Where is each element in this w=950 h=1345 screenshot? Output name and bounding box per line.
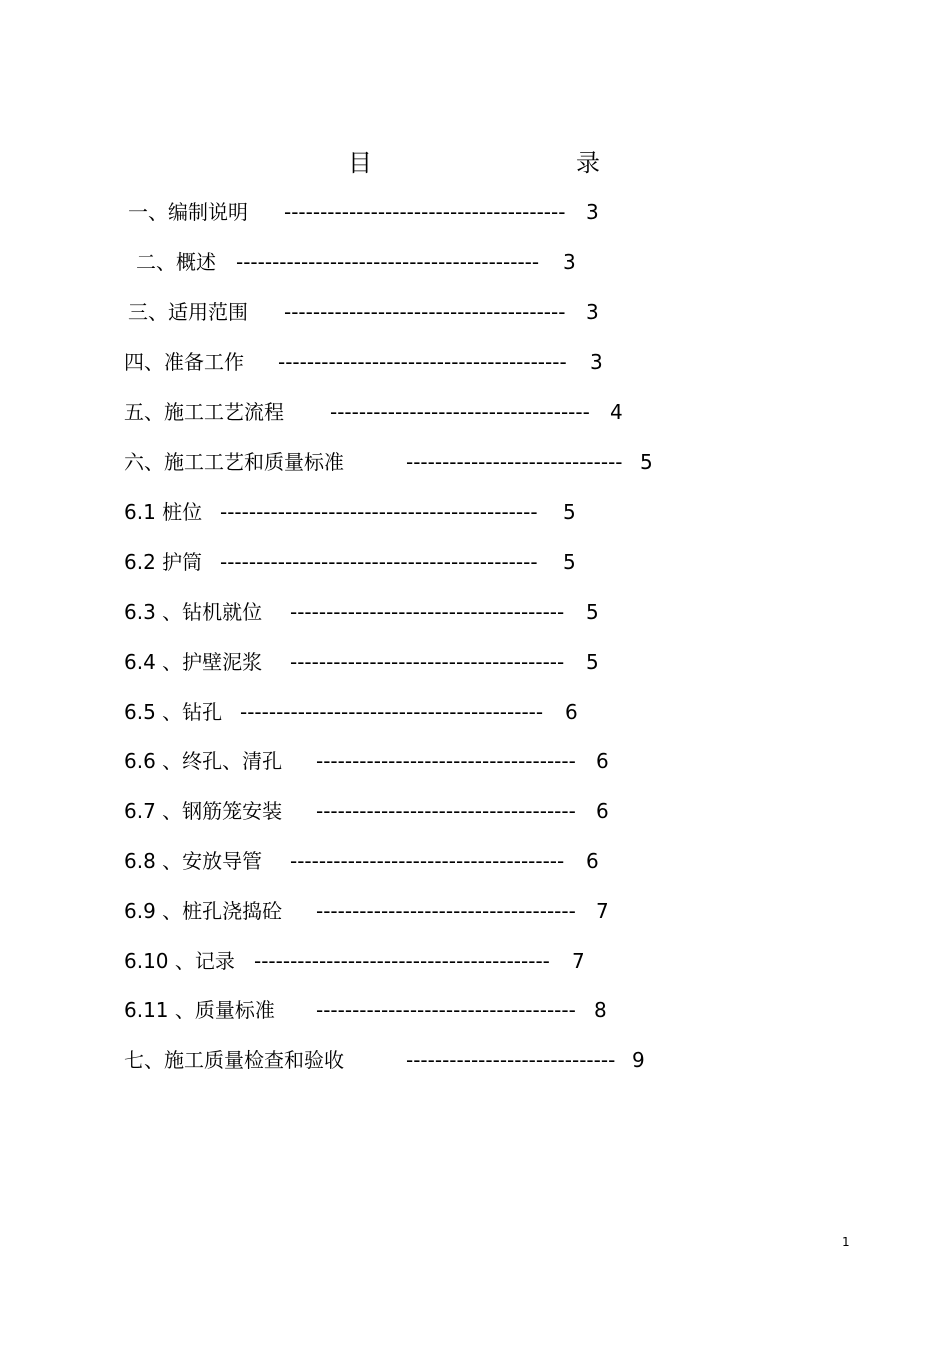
toc-entry-leader: --------------------------------------------	[220, 500, 538, 524]
toc-entry-leader: ---------------------------------------	[284, 300, 566, 324]
toc-entry-label: 二、概述	[136, 250, 216, 274]
toc-entry-page: 3	[590, 350, 603, 374]
toc-entry-leader: --------------------------------------	[290, 650, 565, 674]
toc-title-left: 目	[348, 149, 372, 177]
toc-entry-page: 3	[586, 200, 599, 224]
toc-entry-leader: --------------------------------------	[290, 600, 565, 624]
toc-entry-leader: ------------------------------	[406, 450, 623, 474]
toc-entry-leader: -----------------------------------------	[254, 949, 550, 973]
toc-entry-leader: ------------------------------------	[316, 899, 576, 923]
toc-title-right: 录	[576, 149, 600, 177]
toc-entry-page: 3	[563, 250, 576, 274]
toc-entry-leader: ------------------------------------	[316, 749, 576, 773]
toc-entry-page: 6	[565, 700, 578, 724]
toc-entry-page: 5	[586, 650, 599, 674]
toc-entry-label: 6.5 、钻孔	[124, 700, 223, 724]
toc-entry-page: 6	[586, 849, 599, 873]
toc-entry-label: 6.11 、质量标准	[124, 998, 275, 1022]
toc-entry-page: 5	[563, 550, 576, 574]
toc-entry-label: 6.1 桩位	[124, 500, 203, 524]
toc-entry-label: 六、施工工艺和质量标准	[124, 450, 344, 474]
toc-entry-leader: ------------------------------------	[330, 400, 590, 424]
toc-entry-page: 5	[640, 450, 653, 474]
toc-entry-leader: ------------------------------------------	[240, 700, 544, 724]
toc-entry-page: 4	[610, 400, 623, 424]
toc-entry-page: 5	[586, 600, 599, 624]
toc-entry-page: 7	[572, 949, 585, 973]
toc-entry-label: 一、编制说明	[128, 200, 248, 224]
toc-entry-leader: -----------------------------	[406, 1048, 616, 1072]
toc-entry-page: 6	[596, 749, 609, 773]
toc-title	[0, 146, 950, 180]
toc-entry-label: 三、适用范围	[128, 300, 248, 324]
toc-entry-label: 6.9 、桩孔浇捣砼	[124, 899, 283, 923]
toc-entry-label: 6.10 、记录	[124, 949, 235, 973]
toc-entry-label: 6.4 、护壁泥浆	[124, 650, 263, 674]
toc-entry-leader: ----------------------------------------	[278, 350, 567, 374]
toc-entry-leader: ------------------------------------------	[236, 250, 540, 274]
toc-entry-label: 四、准备工作	[124, 350, 244, 374]
toc-entry-label: 6.6 、终孔、清孔	[124, 749, 283, 773]
toc-entry-page: 3	[586, 300, 599, 324]
toc-entry-page: 6	[596, 799, 609, 823]
toc-entry-leader: ------------------------------------	[316, 998, 576, 1022]
toc-entry-leader: --------------------------------------------	[220, 550, 538, 574]
toc-entry-page: 8	[594, 998, 607, 1022]
toc-entry-label: 6.8 、安放导管	[124, 849, 263, 873]
toc-entry-leader: --------------------------------------	[290, 849, 565, 873]
toc-entry-label: 七、施工质量检查和验收	[124, 1048, 344, 1072]
toc-entry-page: 5	[563, 500, 576, 524]
toc-entry-label: 6.7 、钢筋笼安装	[124, 799, 283, 823]
toc-entry-page: 7	[596, 899, 609, 923]
toc-entry-label: 6.2 护筒	[124, 550, 203, 574]
toc-entry-label: 五、施工工艺流程	[124, 400, 284, 424]
toc-entry-page: 9	[632, 1048, 645, 1072]
toc-entry-label: 6.3 、钻机就位	[124, 600, 263, 624]
toc-entry-leader: ---------------------------------------	[284, 200, 566, 224]
toc-entry-leader: ------------------------------------	[316, 799, 576, 823]
page-number: 1	[842, 1235, 850, 1249]
